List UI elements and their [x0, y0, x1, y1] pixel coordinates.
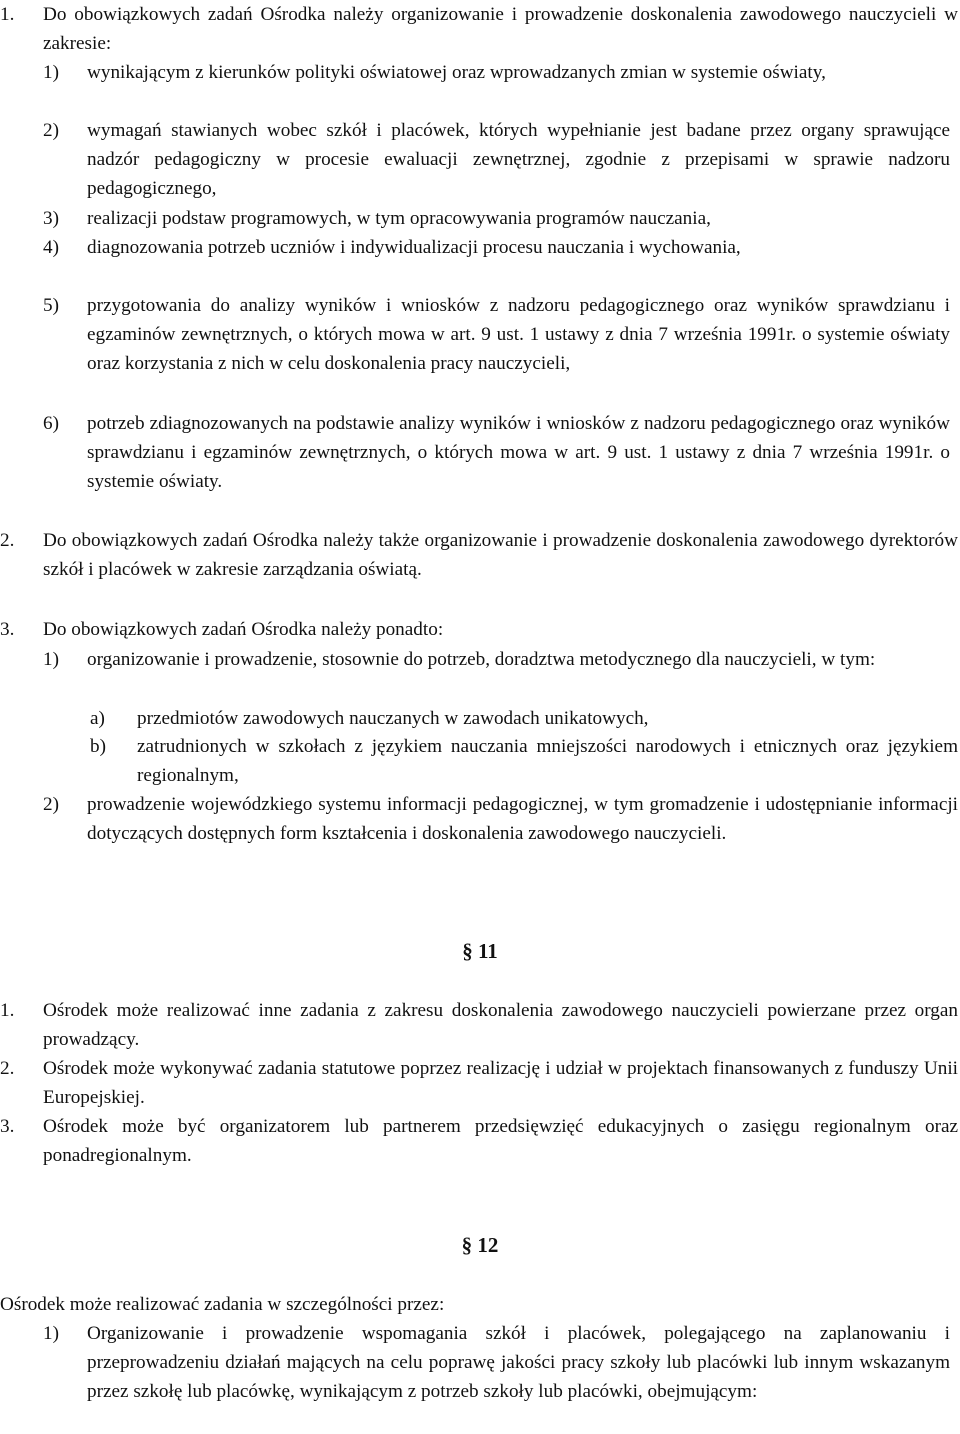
sub-item-text: przedmiotów zawodowych nauczanych w zawodach unikatowych, [137, 708, 649, 729]
sub-item-b [90, 732, 958, 790]
list-item-number: 3) [43, 208, 59, 229]
list-item-text: wynikającym z kierunków polityki oświatowej oraz wprowadzanych zmian w systemie oświaty, [87, 62, 826, 83]
paragraph-text: Do obowiązkowych zadań Ośrodka należy organizowanie i prowadzenie doskonalenia zawodowego nauczycieli w zakresie: [43, 4, 958, 55]
paragraph-text: Do obowiązkowych zadań Ośrodka należy ponadto: [43, 619, 444, 640]
paragraph-text: Ośrodek może być organizatorem lub partnerem przedsięwzięć edukacyjnych o zasięgu regionalnym oraz ponadregionalnym. [43, 1116, 958, 1167]
list-item-number: 1) [43, 62, 59, 83]
paragraph-1 [0, 0, 958, 58]
list-item-1-5 [43, 291, 950, 379]
section-heading-11 [0, 937, 960, 966]
section-symbol: § [461, 1233, 473, 1257]
paragraph-text: Ośrodek może realizować inne zadania z zakresu doskonalenia zawodowego nauczycieli powierzane przez organ prowadzący. [43, 1000, 958, 1051]
list-item-1-3 [43, 204, 950, 233]
list-item-text: Organizowanie i prowadzenie wspomagania szkół i placówek, polegającego na zaplanowaniu i przeprowadzeniu działań mających na celu poprawę jakości pracy szkoły lub placówki lub innym wskazanym przez szkołę lub placówkę, wynikającym z potrzeb szkoły lub placówki, obejmującym: [87, 1323, 950, 1403]
list-item-3-2 [43, 790, 958, 848]
list-item-text: prowadzenie wojewódzkiego systemu informacji pedagogicznej, w tym gromadzenie i udostępnianie informacji dotyczących dostępnych form kształcenia i doskonalenia zawodowego nauczycieli. [87, 794, 958, 845]
section-heading-12 [0, 1231, 960, 1260]
paragraph-text: Ośrodek może wykonywać zadania statutowe poprzez realizację i udział w projektach finansowanych z funduszy Unii Europejskiej. [43, 1058, 958, 1109]
list-item-number: 2) [43, 794, 59, 815]
section-11-paragraph-1 [0, 996, 958, 1054]
list-item-3-1 [43, 645, 958, 674]
section-12-intro [0, 1290, 958, 1319]
list-item-text: potrzeb zdiagnozowanych na podstawie analizy wyników i wniosków z nadzoru pedagogicznego oraz wyników sprawdzianu i egzaminów zewnętrznych, o których mowa w art. 9 ust. 1 ustawy z dnia 7 września 1991r. o systemie oświaty. [87, 413, 950, 493]
list-item-text: przygotowania do analizy wyników i wniosków z nadzoru pedagogicznego oraz wyników sprawdzianu i egzaminów zewnętrznych, o których mowa w art. 9 ust. 1 ustawy z dnia 7 września 1991r. o systemie oświaty oraz korzystania z nich w celu doskonalenia pracy nauczycieli, [87, 295, 950, 375]
list-item-number: 6) [43, 413, 59, 434]
list-item-text: diagnozowania potrzeb uczniów i indywidualizacji procesu nauczania i wychowania, [87, 237, 741, 258]
section-11-paragraph-3 [0, 1112, 958, 1170]
sub-item-letter: b) [90, 736, 106, 757]
section-11-paragraph-2 [0, 1054, 958, 1112]
list-item-1-6 [43, 409, 950, 497]
list-item-1-4 [43, 233, 950, 262]
paragraph-number: 2. [0, 1058, 15, 1079]
paragraph-text: Ośrodek może realizować zadania w szczególności przez: [0, 1294, 445, 1315]
section-symbol: § [462, 939, 473, 963]
paragraph-number: 2. [0, 530, 15, 551]
list-item-number: 5) [43, 295, 59, 316]
list-item-text: realizacji podstaw programowych, w tym opracowywania programów nauczania, [87, 208, 711, 229]
list-item-text: wymagań stawianych wobec szkół i placówek, których wypełnianie jest badane przez organy sprawujące nadzór pedagogiczny w procesie ewaluacji zewnętrznej, zgodnie z przepisami w sprawie nadzoru pedagogicznego, [87, 120, 950, 200]
list-item-number: 1) [43, 649, 59, 670]
paragraph-number: 3. [0, 619, 15, 640]
section-number: 11 [477, 939, 498, 963]
list-item-1-2 [43, 116, 950, 204]
sub-item-letter: a) [90, 708, 105, 729]
paragraph-3 [0, 615, 958, 644]
list-item-number: 2) [43, 120, 59, 141]
paragraph-number: 1. [0, 1000, 15, 1021]
sub-item-a [90, 704, 958, 733]
list-item-number: 1) [43, 1323, 59, 1344]
list-item-1-1 [43, 58, 950, 87]
paragraph-text: Do obowiązkowych zadań Ośrodka należy także organizowanie i prowadzenie doskonalenia zawodowego dyrektorów szkół i placówek w zakresie zarządzania oświatą. [43, 530, 958, 581]
section-12-list-item-1 [43, 1319, 950, 1407]
paragraph-2 [0, 526, 958, 584]
paragraph-number: 3. [0, 1116, 15, 1137]
sub-item-text: zatrudnionych w szkołach z językiem nauczania mniejszości narodowych i etnicznych oraz językiem regionalnym, [137, 736, 958, 787]
paragraph-number: 1. [0, 4, 15, 25]
list-item-number: 4) [43, 237, 59, 258]
list-item-text: organizowanie i prowadzenie, stosownie do potrzeb, doradztwa metodycznego dla nauczycieli, w tym: [87, 649, 876, 670]
section-number: 12 [477, 1233, 499, 1257]
